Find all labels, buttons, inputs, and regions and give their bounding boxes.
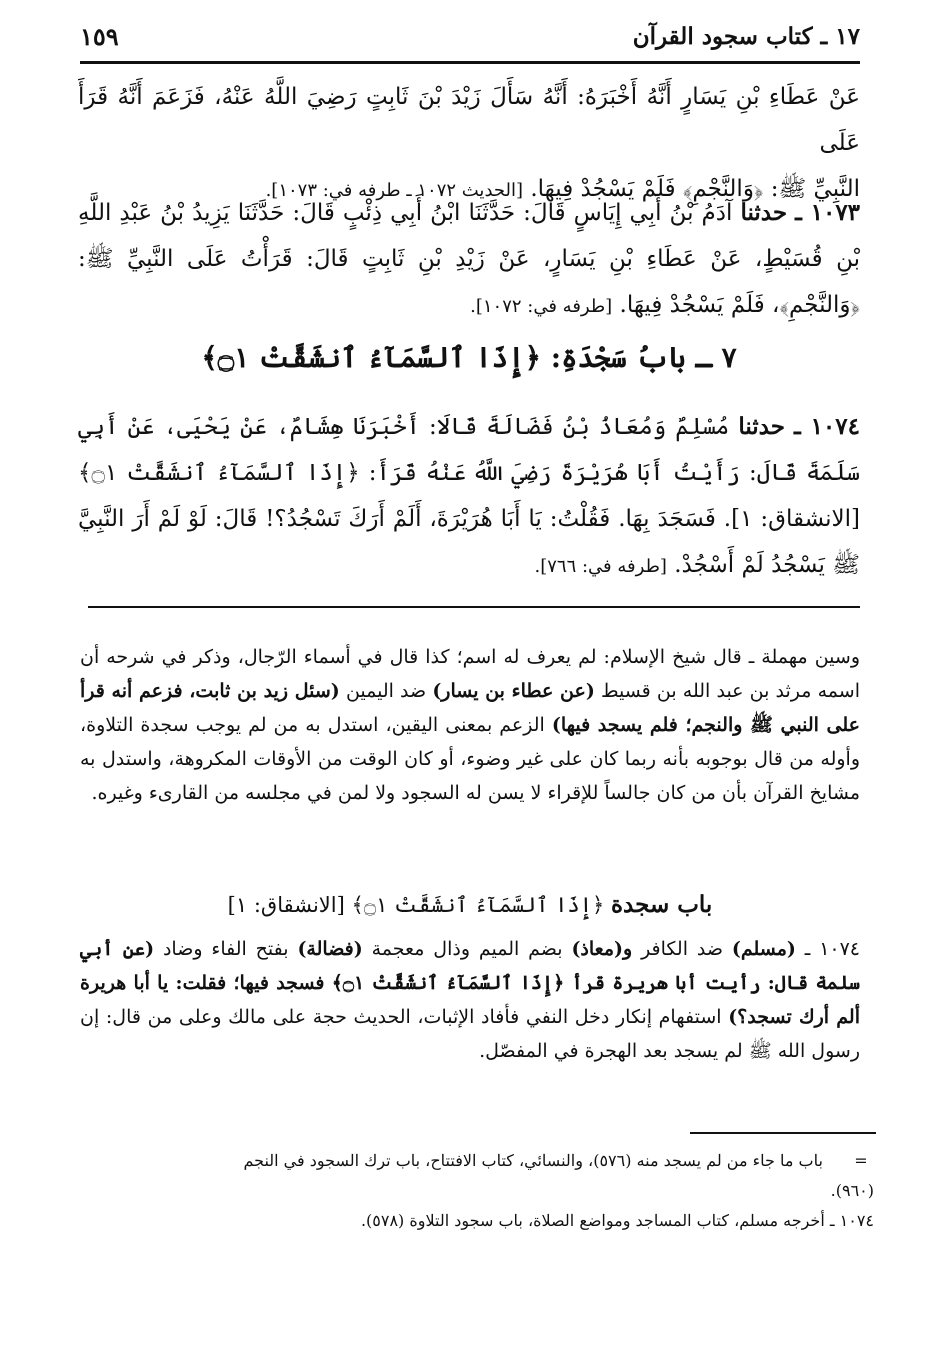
footnote: [80, 1146, 874, 1176]
hadith-lead: حدثنا: [738, 413, 785, 440]
commentary-chapter-title: [80, 888, 860, 922]
hadith-line: عَنْ عَطَاءِ بْنِ يَسَارٍ أَنَّهُ أَخْبَرَهُ: أَنَّهُ سَأَلَ زَيْدَ بْنَ ثَابِتٍ رَضِيَ اللَّهُ عَنْهُ، فَزَعَمَ أَنَّهُ قَرَأَ عَلَى: [78, 84, 860, 156]
hadith-number: ١٠٧٤ ـ: [794, 413, 860, 440]
commentary-text: الزعم بمعنى اليقين، استدل به من لم يوجب سجدة التلاوة، وأوله من قال بوجوبه بأنه ربما كان على غير وضوء، أو كان الوقت من الأوقات المكروهة، واستدل به مشايخ القرآن بأن من كان جالساً للإقراء لا يسن له السجود ولا لمن في مجلسه من القارىء وغيره.: [80, 714, 860, 804]
commentary-text: بضم الميم وذال معجمة: [371, 938, 563, 960]
commentary-text: ضد الكافر: [641, 938, 723, 960]
footnote-continuation-marker: =: [854, 1151, 868, 1170]
hadith-number: ١٠٧٣ ـ: [795, 199, 861, 226]
commentary-lemma: (فضالة): [297, 938, 363, 960]
commentary-paragraph: [80, 932, 860, 1068]
footnotes: [80, 1146, 874, 1236]
commentary-lemma: و(معاذ): [571, 938, 633, 960]
cross-reference: [طرفه في: ١٠٧٢].: [470, 296, 613, 317]
commentary-lemma: (مسلم): [731, 938, 796, 960]
cross-reference: [طرفه في: ٧٦٦].: [534, 556, 667, 577]
commentary-text: بفتح الفاء وضاد: [162, 938, 289, 960]
section-divider: [88, 606, 860, 608]
sub-title-label: باب سجدة: [611, 891, 713, 918]
commentary-number: ١٠٧٤ ـ: [804, 938, 861, 960]
footnote-rule: [690, 1132, 876, 1134]
hadith-text: آدَمُ بْنُ أَبِي إِيَاسٍ قَالَ: حَدَّثَنَا ابْنُ أَبِي ذِئْبٍ قَالَ: حَدَّثَنَا يَزِيدُ بْنُ عَبْدِ اللَّهِ بْنِ قُسَيْطٍ، عَنْ عَطَاءِ بْنِ يَسَارٍ، عَنْ زَيْدِ بْنِ ثَابِتٍ قَالَ: قَرَأْتُ عَلَى النَّبِيِّ ﷺ: ﴿وَالنَّجْمِ﴾، فَلَمْ يَسْجُدْ فِيهَا.: [78, 200, 860, 318]
hadith-1073: [78, 190, 860, 330]
commentary-paragraph: [80, 640, 860, 810]
commentary-text: ضد اليمين: [345, 680, 427, 702]
commentary-text: وسين مهملة ـ قال شيخ الإسلام: لم يعرف له اسم؛ كذا قال في أسماء الرّجال، وذكر في شرحه أن اسمه مرثد بن عبد الله بن قسيط: [80, 646, 860, 702]
hadith-text: النَّبِيِّ ﷺ: ﴿وَالنَّجْمِ﴾ فَلَمْ يَسْجُدْ فِيهَا.: [530, 176, 860, 202]
chapter-heading: ١٧ ـ كتاب سجود القرآن: [632, 22, 860, 50]
hadith-text: مُسْلِمٌ وَمُعَاذُ بْنُ فَضَالَةَ قَالَا: أَخْبَرَنَا هِشَامٌ، عَنْ يَحْيَى، عَنْ أَبِي سَلَمَةَ قَالَ: رَأَيْتُ أَبَا هُرَيْرَةَ رَضِيَ اللَّهُ عَنْهُ قَرَأَ: ﴿إِذَا ٱلسَّمَآءُ ٱنشَقَّتْ ۝١﴾ [الانشقاق: ١]. فَسَجَدَ بِهَا. فَقُلْتُ: يَا أَبَا هُرَيْرَةَ، أَلَمْ أَرَكَ تَسْجُدُ؟! قَالَ: لَوْ لَمْ أَرَ النَّبِيَّ ﷺ يَسْجُدُ لَمْ أَسْجُدْ.: [78, 414, 861, 578]
hadith-1074: [78, 404, 860, 590]
hadith-lead: حدثنا: [740, 199, 788, 226]
cross-reference: [الحديث ١٠٧٢ ـ طرفه في: ١٠٧٣].: [265, 180, 524, 201]
footnote-text: (٩٦٠).: [830, 1181, 874, 1200]
commentary-text: استفهام إنكار دخل النفي فأفاد الإثبات، الحديث حجة على مالك وعلى من قال: إن رسول الله ﷺ لم يسجد بعد الهجرة في المفصّل.: [80, 1006, 860, 1062]
footnote-text: باب ما جاء من لم يسجد منه (٥٧٦)، والنسائي، كتاب الافتتاح، باب ترك السجود في النجم: [243, 1151, 823, 1170]
chapter-title: ٧ ـ بابُ سَجْدَةِ: ﴿إِذَا ٱلسَّمَآءُ ٱنشَقَّتْ ۝١﴾: [201, 341, 737, 374]
footnote: ١٠٧٤ ـ أخرجه مسلم، كتاب المساجد ومواضع الصلاة، باب سجود التلاوة (٥٧٨).: [360, 1211, 874, 1230]
commentary-lemma: (عن عطاء بن يسار): [432, 680, 595, 702]
header-rule: [80, 61, 860, 64]
page-header: [80, 12, 860, 60]
sub-title-ref: [الانشقاق: ١]: [227, 893, 345, 917]
commentary-lemma: (عن أبي سلمة قال: رأيت أبا هريرة قرأ ﴿إِذَا ٱلسَّمَآءُ ٱنشَقَّتْ ۝١﴾ فسجد فيها؛ فقلت: يا أبا هريرة ألم أرك تسجد؟): [80, 938, 861, 1028]
page-number: ١٥٩: [80, 21, 119, 51]
sub-title-verse: ﴿إِذَا ٱلسَّمَآءُ ٱنشَقَّتْ ۝١﴾: [351, 893, 605, 917]
commentary-lemma: (سئل زيد بن ثابت، فزعم أنه قرأ على النبي ﷺ والنجم؛ فلم يسجد فيها): [80, 680, 860, 736]
